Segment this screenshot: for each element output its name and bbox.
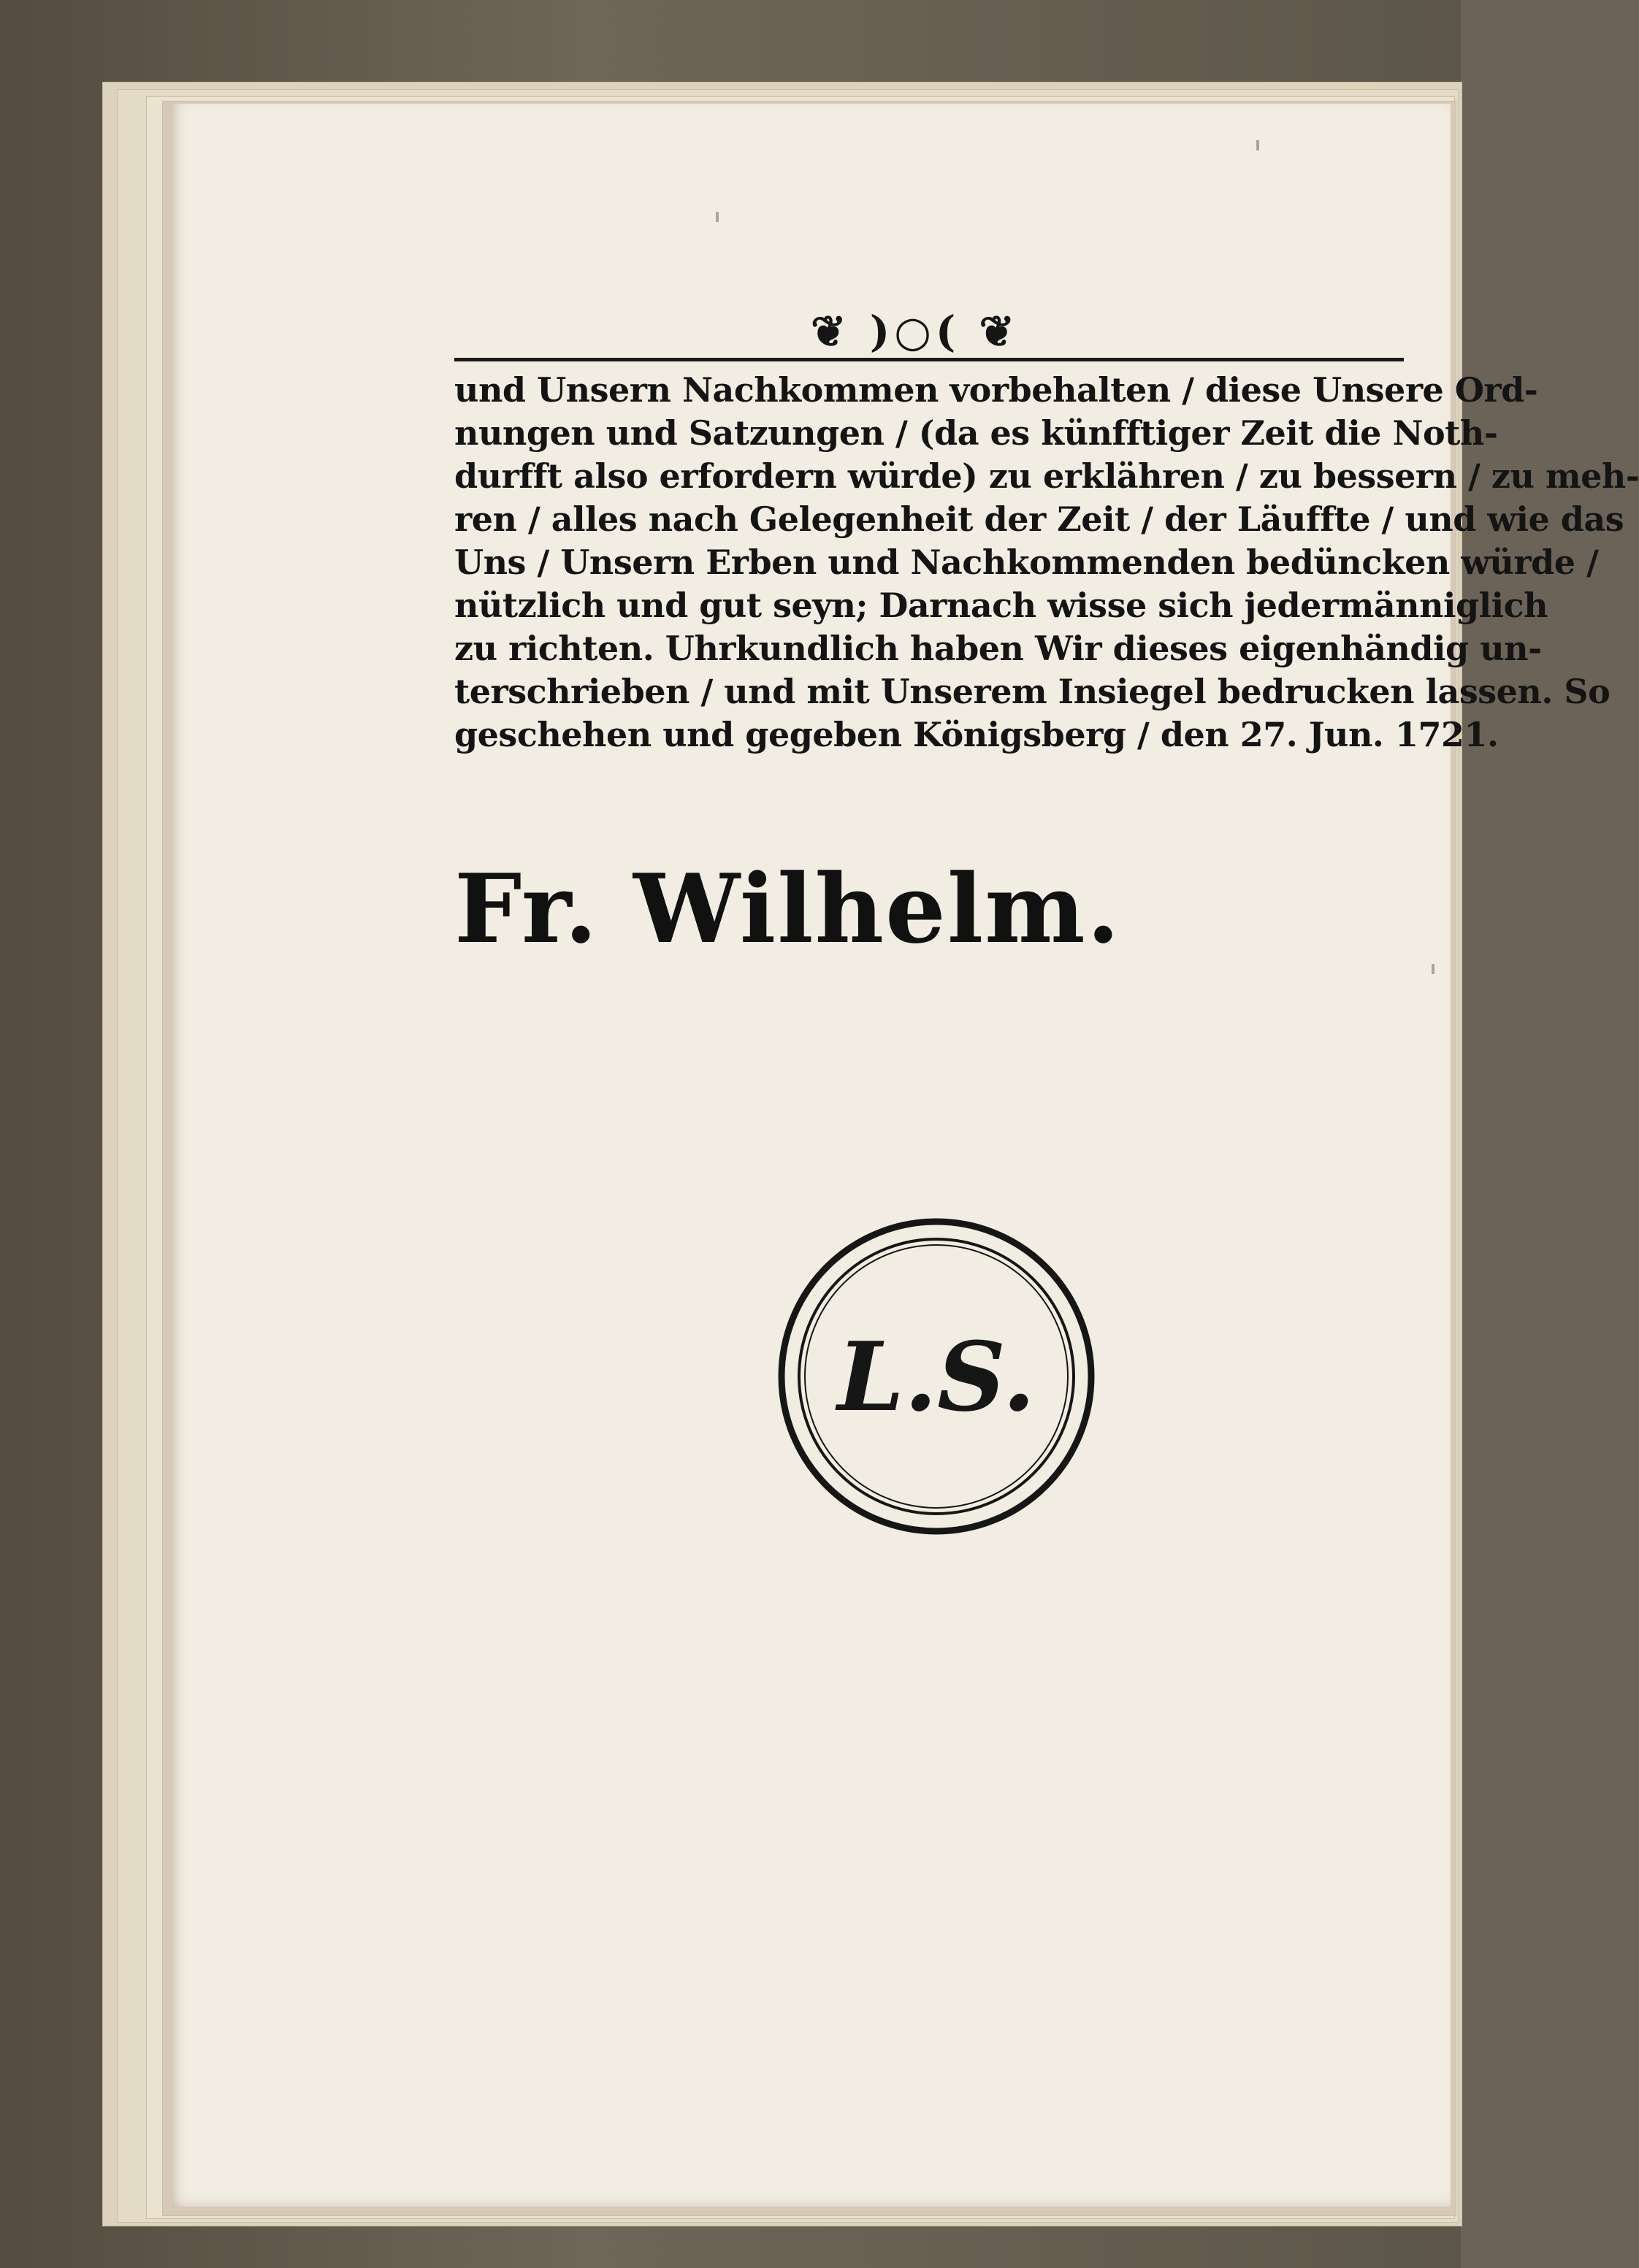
stray-mark xyxy=(716,212,719,222)
text-line: nützlich und gut seyn; Darnach wisse sich jedermänniglich xyxy=(454,586,1548,625)
text-line: geschehen und gegeben Königsberg / den 27. Jun. 1721. xyxy=(454,715,1499,754)
text-line: Uns / Unsern Erben und Nachkommenden bedüncken würde / xyxy=(454,543,1599,582)
seal-text: L.S. xyxy=(837,1320,1036,1433)
text-line: terschrieben / und mit Unserem Insiegel bedrucken lassen. So xyxy=(454,672,1611,711)
text-line: und Unsern Nachkommen vorbehalten / diese Unsere Ord- xyxy=(454,370,1538,410)
header-rule xyxy=(454,358,1404,361)
text-line: ren / alles nach Gelegenheit der Zeit / der Läuffte / und wie das xyxy=(454,499,1624,539)
stray-mark xyxy=(1256,140,1259,150)
text-line: durfft also erfordern würde) zu erklähren / zu bessern / zu meh- xyxy=(454,456,1639,496)
seal xyxy=(776,1216,1097,1537)
body-text xyxy=(454,369,1639,756)
stray-mark xyxy=(1432,964,1434,974)
header-ornament: ❦ )○( ❦ xyxy=(811,307,1020,356)
text-line: zu richten. Uhrkundlich haben Wir dieses eigenhändig un- xyxy=(454,629,1542,668)
text-line: nungen und Satzungen / (da es künfftiger Zeit die Noth- xyxy=(454,413,1498,453)
signature: Fr. Wilhelm. xyxy=(454,853,1121,965)
